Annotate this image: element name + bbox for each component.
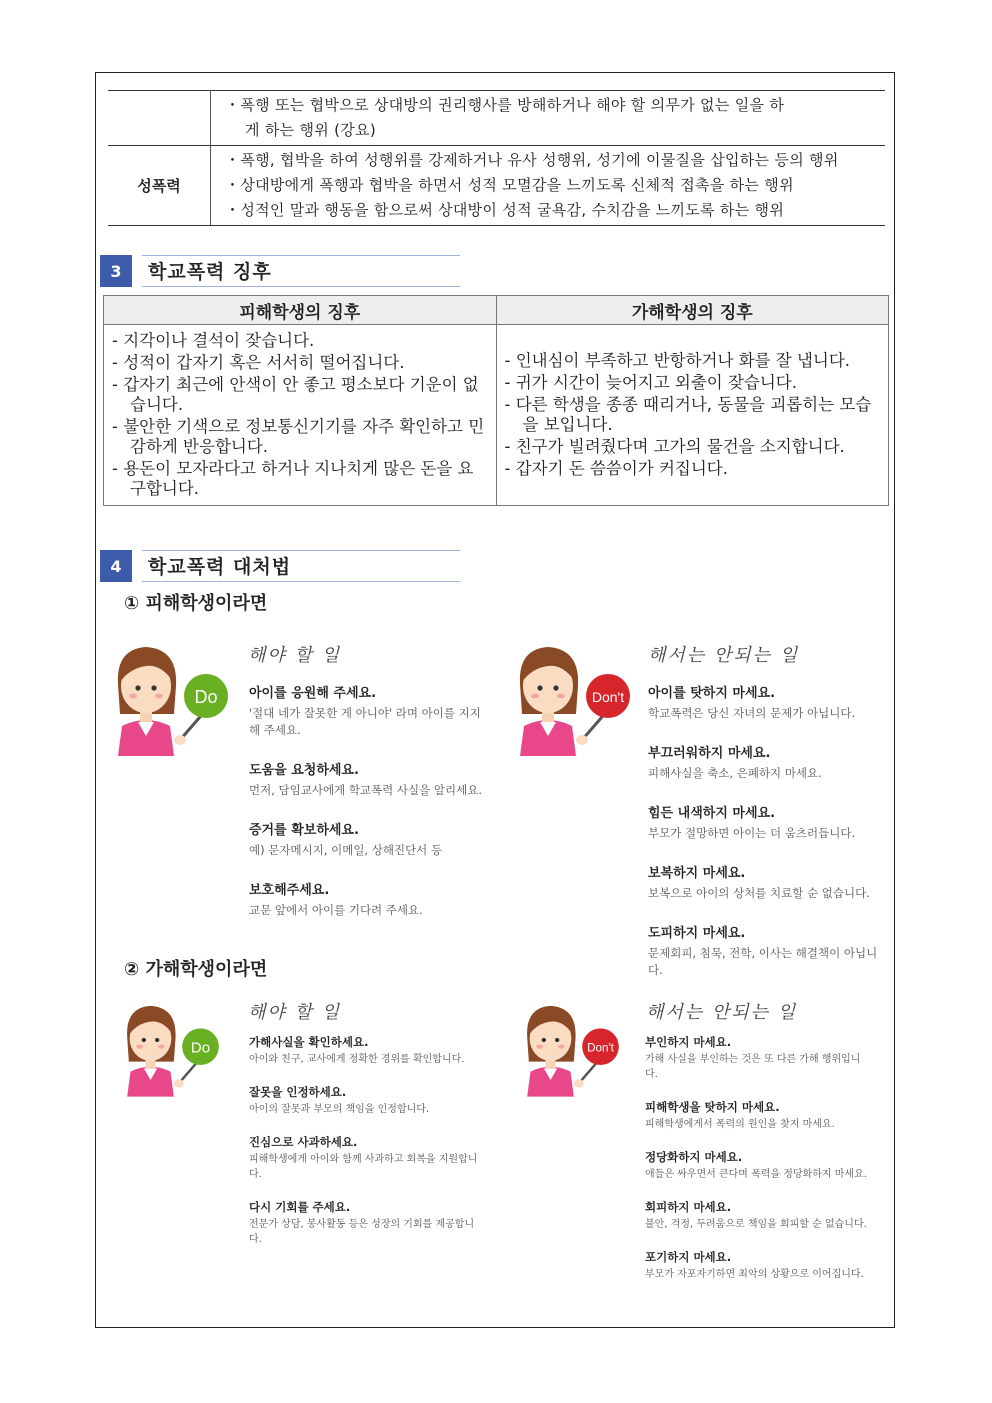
section-4-header [100, 549, 460, 583]
offender-signs-cell [496, 325, 889, 506]
victim-subheading: ① 피해학생이라면 [124, 593, 268, 614]
offender-dont-character [508, 1000, 638, 1100]
section-number: 3 [100, 255, 132, 287]
list-item: 피해학생을 탓하지 마세요. 피해학생에게서 폭력의 원인을 찾지 마세요. [645, 1100, 835, 1130]
violence-type-table [108, 90, 885, 226]
list-item: - 귀가 시간이 늦어지고 외출이 잦습니다. [505, 373, 881, 393]
do-title: 해야 할 일 [248, 645, 341, 666]
list-item: 보호해주세요. 교문 앞에서 아이를 기다려 주세요. [249, 883, 423, 917]
victim-do-list [249, 682, 489, 939]
list-item: 도움을 요청하세요. 먼저, 담임교사에게 학교폭력 사실을 알리세요. [249, 763, 483, 797]
list-item: 정당화하지 마세요. 애들은 싸우면서 큰다며 폭력을 정당화하지 마세요. [645, 1150, 867, 1180]
victim-do-character [108, 640, 238, 760]
dont-title: 해서는 안되는 일 [648, 645, 800, 666]
offender-signs-header: 가해학생의 징후 [496, 296, 889, 325]
girl-dont-illustration [510, 640, 640, 760]
list-item: - 인내심이 부족하고 반항하거나 화를 잘 냅니다. [505, 351, 881, 371]
victim-dont-character [510, 640, 640, 760]
offender-subheading: ② 가해학생이라면 [124, 959, 268, 980]
row-content: ・폭행 또는 협박으로 상대방의 권리행사를 방해하거나 해야 할 의무가 없는 일을 하 게 하는 행위 (강요) [211, 91, 886, 146]
list-item: - 친구가 빌려줬다며 고가의 물건을 소지합니다. [505, 437, 881, 457]
content-line: 상대방에게 폭행과 협박을 하면서 성적 모멸감을 느끼도록 신체적 접촉을 하는 행위 [240, 176, 794, 194]
list-item: 아이를 탓하지 마세요. 학교폭력은 당신 자녀의 문제가 아닙니다. [648, 686, 856, 720]
dont-sign-text: Don't [587, 1041, 614, 1055]
list-item: 보복하지 마세요. 보복으로 아이의 상처를 치료할 순 없습니다. [648, 866, 870, 900]
list-item: - 다른 학생을 종종 때리거나, 동물을 괴롭히는 모습을 보입니다. [505, 395, 881, 435]
do-sign-text: Do [190, 1039, 211, 1057]
list-item: - 불안한 기색으로 정보통신기기를 자주 확인하고 민감하게 반응합니다. [112, 417, 488, 457]
girl-dont-illustration [508, 1000, 638, 1100]
list-item: 포기하지 마세요. 부모가 자포자기하면 최악의 상황으로 이어집니다. [645, 1250, 864, 1280]
section-title: 학교폭력 대처법 [142, 550, 460, 582]
dont-sign-text: Don't [591, 689, 625, 705]
row-label: 성폭력 [108, 146, 211, 226]
offender-do-list [249, 1034, 479, 1264]
list-item: 부끄러워하지 마세요. 피해사실을 축소, 은폐하지 마세요. [648, 746, 822, 780]
section-3-header [100, 254, 460, 288]
list-item: - 갑자기 최근에 안색이 안 좋고 평소보다 기운이 없습니다. [112, 375, 488, 415]
row-content: ・폭행, 협박을 하여 성행위를 강제하거나 유사 성행위, 성기에 이물질을 삽입하는 등의 행위 ・상대방에게 폭행과 협박을 하면서 성적 모멸감을 느끼도록 신체적 접촉을 하는 행위 ・성적인 말과 행동을 함으로써 상대방이 성적 굴욕감, 수치감을 느끼도록 하는 행위 [211, 146, 886, 226]
list-item: 힘든 내색하지 마세요. 부모가 절망하면 아이는 더 움츠러듭니다. [648, 806, 856, 840]
girl-do-illustration [108, 1000, 238, 1100]
do-title: 해야 할 일 [248, 1002, 341, 1023]
list-item: - 성적이 갑자기 혹은 서서히 떨어집니다. [112, 353, 488, 373]
offender-dont-list [645, 1034, 870, 1299]
signs-table [103, 295, 889, 506]
section-number: 4 [100, 550, 132, 582]
list-item: 도피하지 마세요. 문제회피, 침묵, 전학, 이사는 해결책이 아닙니다. [648, 926, 878, 977]
list-item: 진심으로 사과하세요. 피해학생에게 아이와 함께 사과하고 회복을 지원합니다. [249, 1135, 478, 1180]
list-item: - 지각이나 결석이 잦습니다. [112, 331, 488, 351]
list-item: - 용돈이 모자라다고 하거나 지나치게 많은 돈을 요구합니다. [112, 459, 488, 499]
table-row [108, 91, 885, 146]
content-line: 성적인 말과 행동을 함으로써 상대방이 성적 굴욕감, 수치감을 느끼도록 하는 행위 [240, 201, 785, 219]
list-item: 다시 기회를 주세요. 전문가 상담, 봉사활동 등은 성장의 기회를 제공합니다. [249, 1200, 475, 1245]
list-item: 부인하지 마세요. 가해 사실을 부인하는 것은 또 다른 가해 행위입니다. [645, 1035, 861, 1080]
list-item: 잘못을 인정하세요. 아이의 잘못과 부모의 책임을 인정합니다. [249, 1085, 430, 1115]
victim-dont-list [648, 682, 888, 999]
content-line: 폭행, 협박을 하여 성행위를 강제하거나 유사 성행위, 성기에 이물질을 삽입하는 등의 행위 [240, 151, 839, 169]
do-sign-text: Do [194, 687, 218, 707]
list-item: - 갑자기 돈 씀씀이가 커집니다. [505, 459, 881, 479]
row-label [108, 91, 211, 146]
girl-do-illustration [108, 640, 238, 760]
offender-do-character [108, 1000, 238, 1100]
victim-signs-cell [104, 325, 497, 506]
table-row [108, 146, 885, 226]
section-title: 학교폭력 징후 [142, 255, 460, 287]
list-item: 증거를 확보하세요. 예) 문자메시지, 이메일, 상해진단서 등 [249, 823, 443, 857]
content-line: 폭행 또는 협박으로 상대방의 권리행사를 방해하거나 해야 할 의무가 없는 일을 하 [240, 96, 785, 114]
victim-signs-header: 피해학생의 징후 [104, 296, 497, 325]
dont-title: 해서는 안되는 일 [646, 1002, 798, 1023]
list-item: 가해사실을 확인하세요. 아이와 친구, 교사에게 정확한 경위를 확인합니다. [249, 1035, 465, 1065]
list-item: 아이를 응원해 주세요. '절대 네가 잘못한 게 아니야' 라며 아이를 지지해 주세요. [249, 686, 481, 737]
content-line: 게 하는 행위 (강요) [245, 121, 377, 139]
list-item: 회피하지 마세요. 불안, 걱정, 두려움으로 책임을 회피할 순 없습니다. [645, 1200, 867, 1230]
